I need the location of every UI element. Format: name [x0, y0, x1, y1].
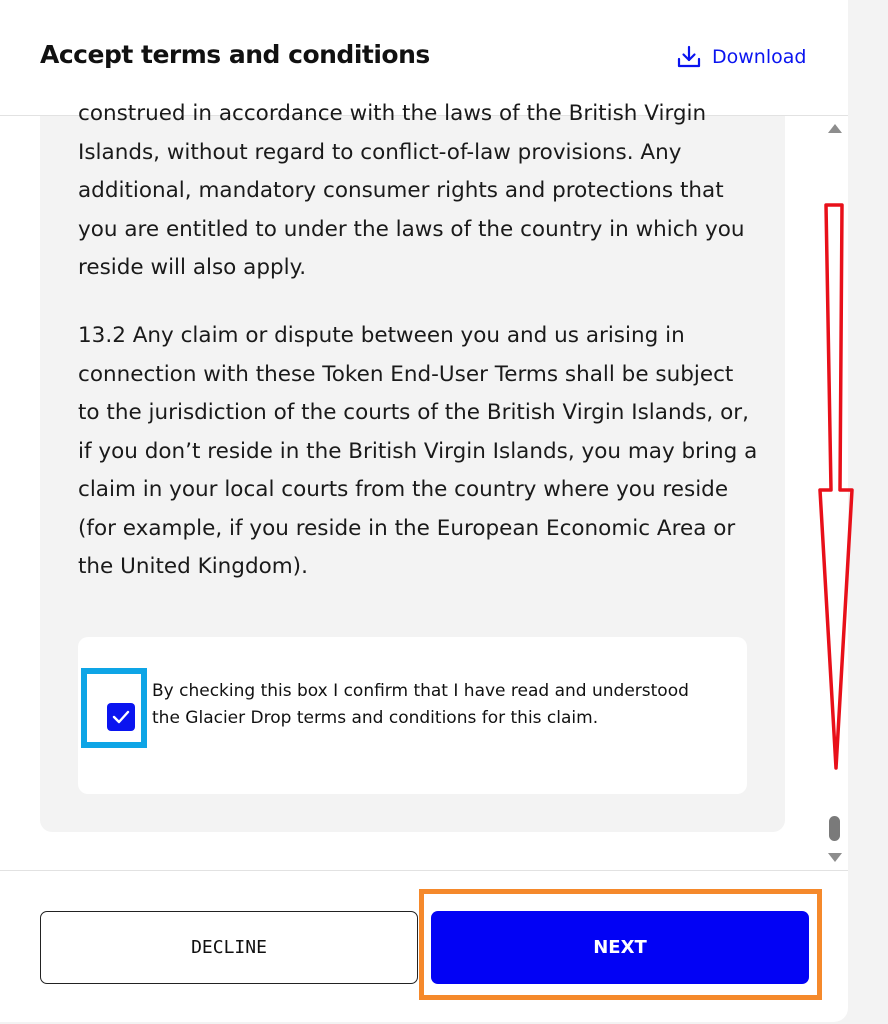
terms-paragraph: construed in accordance with the laws of the British Virgin Islands, without regard to conflict-of-law provisions. Any additional, mandatory consumer rights and protections that you are entitled to under the laws of the country in which you reside will also apply. [78, 101, 745, 280]
terms-paragraph: 13.2 Any claim or dispute between you and us arising in connection with these Token End-User Terms shall be subject to the jurisdiction of the courts of the British Virgin Islands, or, if you don’t reside in the British Virgin Islands, you may bring a claim in your local courts from the country where you reside (for example, if you reside in the European Economic Area or the United Kingdom). [78, 323, 758, 579]
terms-content[interactable] [40, 101, 785, 832]
confirm-checkbox[interactable] [81, 668, 147, 748]
download-button[interactable] [676, 44, 806, 70]
confirm-card [78, 637, 747, 794]
scroll-up-arrow-icon[interactable] [828, 124, 842, 133]
page-title: Accept terms and conditions [40, 40, 430, 69]
confirm-label: By checking this box I confirm that I have read and understood the Glacier Drop terms and conditions for this claim. [152, 681, 689, 728]
scroll-down-arrow-icon[interactable] [828, 853, 842, 862]
decline-button[interactable]: DECLINE [40, 911, 418, 984]
dialog-footer [0, 870, 848, 1022]
checkbox-box[interactable] [107, 703, 135, 731]
scroll-thumb[interactable] [829, 816, 840, 841]
next-button[interactable]: NEXT [431, 911, 809, 984]
download-icon [676, 44, 702, 70]
check-icon [112, 710, 130, 724]
download-label: Download [712, 46, 807, 68]
scrollbar[interactable] [822, 116, 848, 870]
